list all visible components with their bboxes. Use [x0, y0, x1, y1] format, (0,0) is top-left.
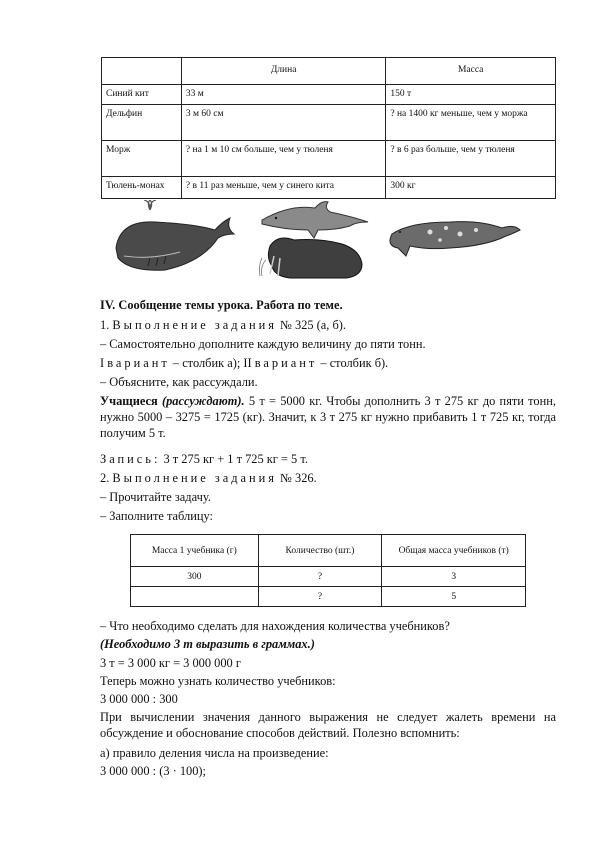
record-line: [100, 451, 308, 467]
table-row: [102, 85, 556, 105]
walrus-illustration: [259, 238, 362, 278]
variant1-word: вариант: [107, 356, 170, 370]
variant1-number: I: [100, 356, 108, 370]
table-cell: ?: [258, 567, 382, 587]
task2-question: – Прочитайте задачу.: [100, 490, 211, 504]
student-answer: [100, 393, 556, 441]
table-cell: 150 т: [386, 85, 556, 105]
task2-heading-suffix: № 326.: [276, 471, 317, 485]
variant-line: [100, 355, 388, 371]
table-row: [131, 567, 526, 587]
table-cell: ? в 6 раз больше, чем у тюленя: [386, 141, 556, 177]
table-header-cell: [102, 58, 182, 85]
section-title: IV. Сообщение темы урока. Работа по теме.: [100, 298, 343, 312]
text-line: Теперь можно узнать количество учебников:: [100, 674, 336, 688]
task1-heading-spaced: Выполнение задания: [112, 318, 277, 332]
question-line: – Что необходимо сделать для нахождения количества учебников?: [100, 619, 450, 633]
textbooks-table: [130, 534, 526, 607]
table-header-cell: Длина: [181, 58, 385, 85]
task2-heading-spaced: Выполнение задания: [112, 471, 277, 485]
table-header-cell: Количество (шт.): [258, 535, 382, 567]
table-row: [102, 177, 556, 199]
record-word: Запись:: [100, 452, 161, 466]
animals-illustration: [110, 200, 530, 290]
table-header-cell: Масса: [386, 58, 556, 85]
record-text: 3 т 275 кг + 1 т 725 кг = 5 т.: [160, 452, 308, 466]
task1-heading-prefix: 1.: [100, 318, 113, 332]
table-row: [102, 141, 556, 177]
paragraph: При вычислении значения данного выражения не следует жалеть времени на обсуждение и обоснование способов действий. Полезно вспомнить:: [100, 710, 556, 740]
table-cell: Тюлень-монах: [102, 177, 182, 199]
table-cell: ? на 1 м 10 см больше, чем у тюленя: [181, 141, 385, 177]
student-italic: (рассуждают).: [161, 394, 245, 408]
table-cell: Дельфин: [102, 105, 182, 141]
task2-heading: [100, 470, 317, 486]
task2-question-2: – Заполните таблицу:: [100, 509, 213, 523]
table-cell: 300: [131, 567, 259, 587]
whale-illustration: [116, 200, 234, 270]
answer-italic: (Необходимо 3 т выразить в граммах.): [100, 637, 315, 651]
table-row: [131, 587, 526, 607]
table-header-cell: Общая масса учебников (т): [382, 535, 526, 567]
table-cell: ? на 1400 кг меньше, чем у моржа: [386, 105, 556, 141]
equation-3: 3 000 000 : (3 · 100);: [100, 764, 206, 778]
table-cell: 3: [382, 567, 526, 587]
student-text: 5 т = 5000 кг. Чтобы дополнить 3 т 275 кг до пяти тонн, нужно 5000 – 3275 = 1725 (кг). Значит, к 3 т 275 кг нужно прибавить 1 т 725 кг, тогда получим 5 т.: [100, 394, 556, 440]
table-row: [102, 105, 556, 141]
table-cell: [131, 587, 259, 607]
variant2-number: II: [243, 356, 255, 370]
variant2-word: вариант: [254, 356, 318, 370]
equation-1: 3 т = 3 000 кг = 3 000 000 г: [100, 656, 241, 670]
table-cell: 5: [382, 587, 526, 607]
task2-heading-prefix: 2.: [100, 471, 113, 485]
student-label: Учащиеся: [100, 394, 158, 408]
task1-heading: [100, 317, 346, 333]
table-cell: ?: [258, 587, 382, 607]
table-header-row: [102, 58, 556, 85]
equation-2: 3 000 000 : 300: [100, 692, 178, 706]
task1-question-2: – Объясните, как рассуждали.: [100, 375, 258, 389]
table-cell: 33 м: [181, 85, 385, 105]
table-header-row: [131, 535, 526, 567]
task1-question: – Самостоятельно дополните каждую величину до пяти тонн.: [100, 337, 426, 351]
seal-illustration: [390, 222, 520, 256]
item-a: а) правило деления числа на произведение:: [100, 746, 329, 760]
table-cell: 300 кг: [386, 177, 556, 199]
dolphin-illustration: [262, 202, 368, 238]
variant2-rest: – столбик б).: [317, 356, 389, 370]
table-cell: Синий кит: [102, 85, 182, 105]
table-cell: Морж: [102, 141, 182, 177]
table-header-cell: Масса 1 учебника (г): [131, 535, 259, 567]
table-cell: 3 м 60 см: [181, 105, 385, 141]
variant1-rest: – столбик а);: [169, 356, 244, 370]
task1-heading-suffix: № 325 (а, б).: [276, 318, 347, 332]
animals-table: [101, 57, 556, 199]
table-cell: ? в 11 раз меньше, чем у синего кита: [181, 177, 385, 199]
